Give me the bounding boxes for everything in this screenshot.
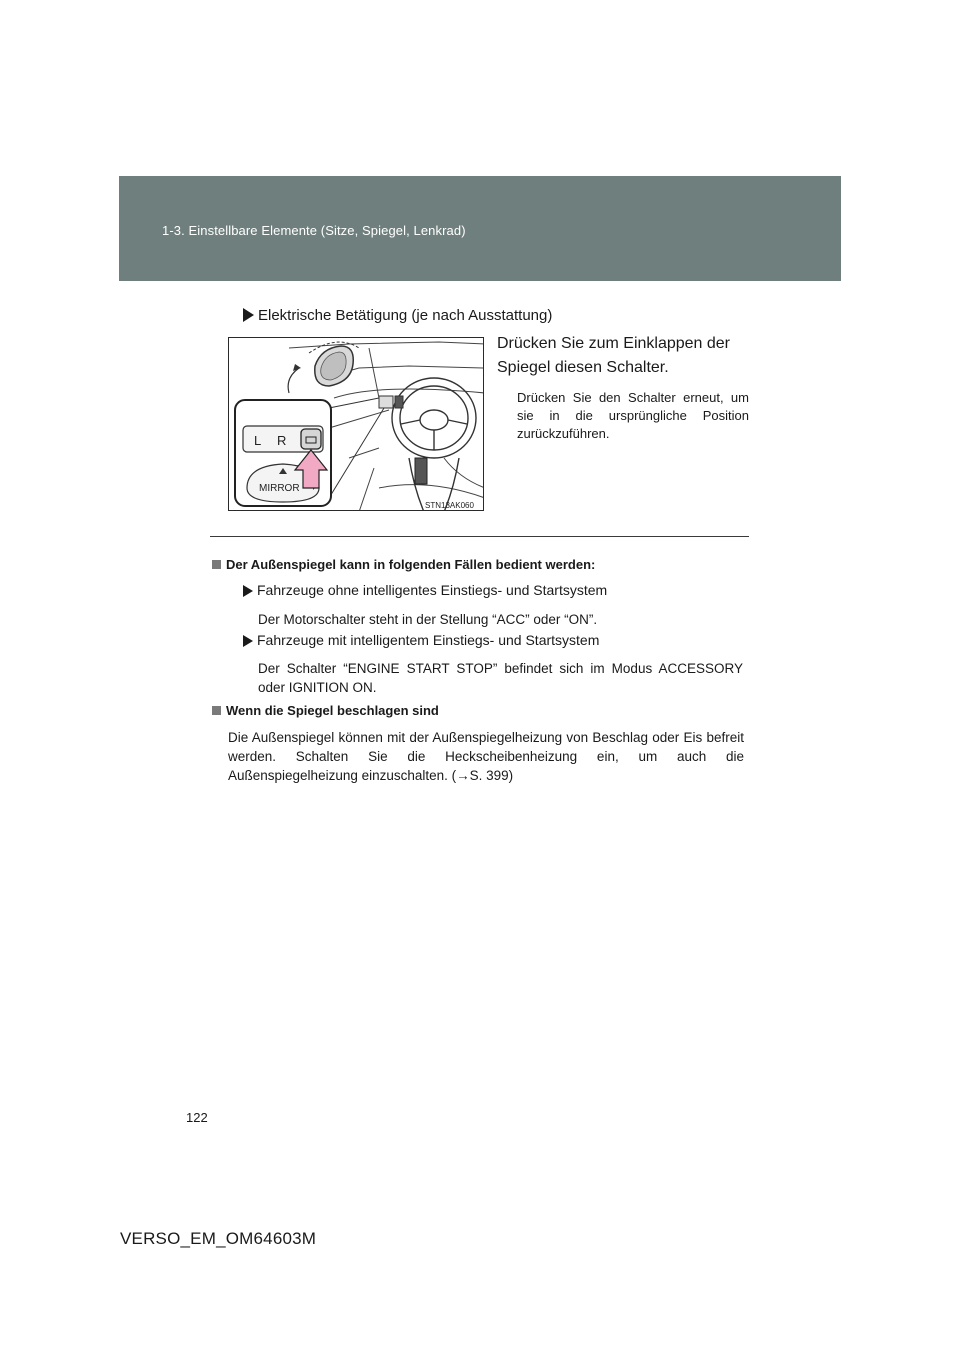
switch-closeup-inset (235, 400, 331, 506)
condition-item-1-text: Der Motorschalter steht in der Stellung “ACC” oder “ON”. (258, 612, 598, 627)
instruction-text: Drücken Sie zum Einklappen der Spiegel diesen Schalter. (497, 335, 731, 376)
side-mirror-drawing (288, 342, 359, 393)
note-text: Drücken Sie den Schalter erneut, um sie in die ursprüngliche Position zurückzuführen. (517, 390, 749, 441)
switch-label-l: L (254, 433, 262, 448)
document-code: VERSO_EM_OM64603M (120, 1229, 317, 1248)
condition-item-2-text: Der Schalter “ENGINE START STOP” befindet sich im Modus ACCESSORY oder IGNITION ON. (258, 661, 743, 695)
condition-item-1 (243, 580, 607, 600)
variant-title-text: Elektrische Betätigung (je nach Ausstattung) (258, 307, 553, 324)
triangle-bullet-icon (243, 635, 253, 647)
square-bullet-icon (212, 560, 221, 569)
section-heading-operation (212, 557, 595, 572)
triangle-bullet-icon (243, 585, 253, 597)
section-header-band (119, 176, 841, 281)
variant-title (243, 306, 552, 326)
fogged-mirror-text: Die Außenspiegel können mit der Außenspiegelheizung von Beschlag oder Eis befreit werden. Schalten Sie die Heckscheibenheizung ein, um auch die Außenspiegelheizung einzuschalten. (→S. 399) (228, 730, 744, 783)
mirror-knob-label: MIRROR (259, 483, 300, 494)
figure-code: STN13AK060 (425, 501, 474, 510)
section-heading-operation-text: Der Außenspiegel kann in folgenden Fällen bedient werden: (226, 557, 596, 572)
section-heading-fogged (212, 703, 439, 718)
mirror-switch-illustration (228, 337, 484, 511)
condition-item-1-label: Fahrzeuge ohne intelligentes Einstiegs- und Startsystem (257, 582, 608, 598)
section-title: 1-3. Einstellbare Elemente (Sitze, Spiegel, Lenkrad) (162, 223, 466, 238)
switch-label-r: R (277, 433, 287, 448)
square-bullet-icon (212, 706, 221, 715)
section-heading-fogged-text: Wenn die Spiegel beschlagen sind (226, 703, 439, 718)
condition-item-2-label: Fahrzeuge mit intelligentem Einstiegs- und Startsystem (257, 632, 600, 648)
page-number: 122 (186, 1110, 208, 1125)
triangle-bullet-icon (243, 308, 254, 322)
condition-item-2 (243, 630, 599, 650)
section-divider (210, 536, 749, 537)
